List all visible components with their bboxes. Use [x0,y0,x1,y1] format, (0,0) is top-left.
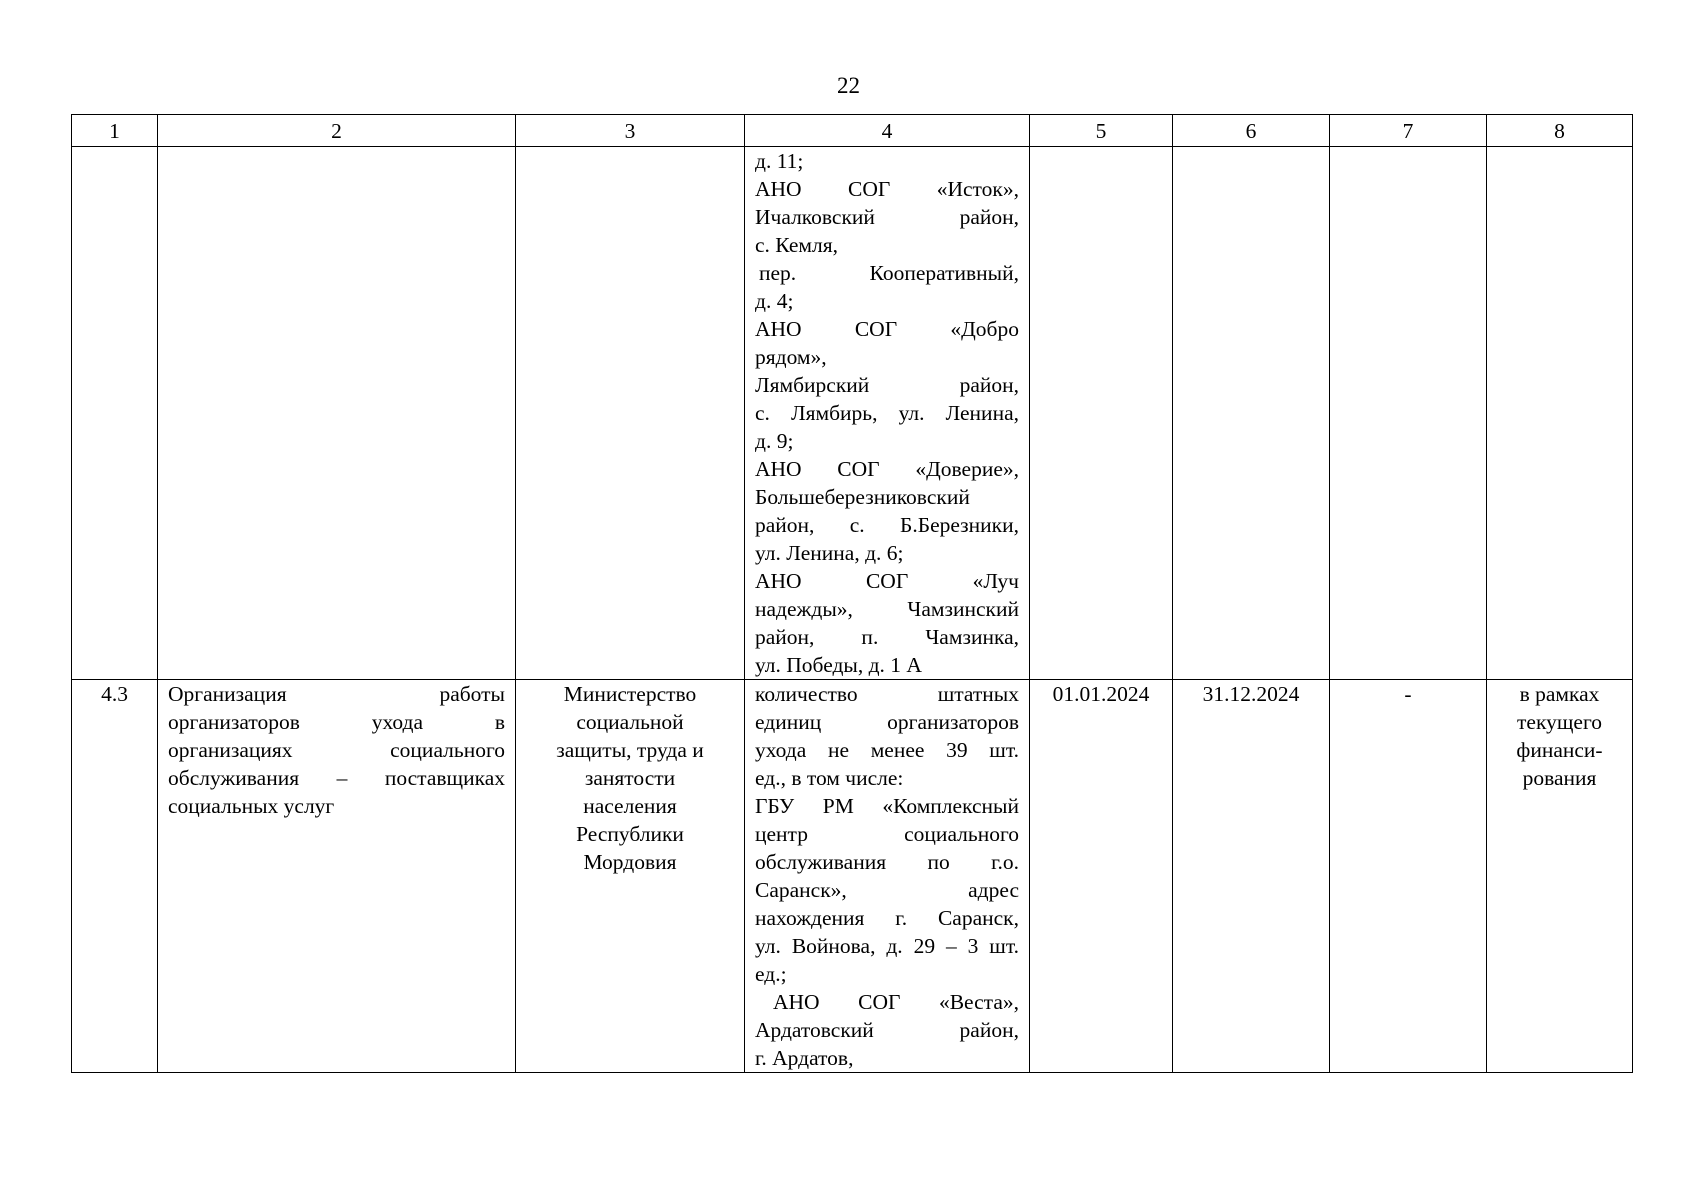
text-line: ГБУ РМ «Комплексный [755,794,1019,818]
text-line: АНО СОГ «Веста», [773,990,1019,1014]
text-line: г. Ардатов, [755,1046,854,1070]
header-col-4: 4 [745,115,1030,147]
text-line: д. 9; [755,429,794,453]
text-line: район, п. Чамзинка, [755,625,1019,649]
cell-empty [72,147,158,680]
text-line: обслуживания по г.о. [755,850,1019,874]
text-line: ул. Войнова, д. 29 – 3 шт. [755,934,1019,958]
header-col-5: 5 [1030,115,1173,147]
text-line: ул. Победы, д. 1 А [755,653,922,677]
cell-end-date: 31.12.2024 [1173,680,1330,1073]
text-line: социальных услуг [168,794,335,818]
text-line: Министерство [563,682,697,706]
cell-responsible [516,680,745,1073]
header-col-8: 8 [1487,115,1633,147]
text-line: организаторов ухода в [168,710,505,734]
cell-item-number: 4.3 [72,680,158,1073]
text-line: нахождения г. Саранск, [755,906,1019,930]
table-row-4-3 [72,680,1633,1073]
cell-start-date: 01.01.2024 [1030,680,1173,1073]
cell-organizations-continued [745,147,1030,680]
text-line: ул. Ленина, д. 6; [755,541,904,565]
measures-table [71,114,1633,1073]
text-line: центр социального [755,822,1019,846]
text-line: район, с. Б.Березники, [755,513,1019,537]
text-line: Мордовия [583,850,677,874]
header-col-2: 2 [158,115,516,147]
header-col-7: 7 [1330,115,1487,147]
text-line: ухода не менее 39 шт. [755,738,1019,762]
text-line: текущего [1517,710,1602,734]
text-line: рядом», [755,345,827,369]
text-line: АНО СОГ «Добро [755,317,1019,341]
page-number: 22 [837,73,860,98]
text-line: АНО СОГ «Луч [755,569,1019,593]
text-line: д. 11; [755,149,804,173]
text-line: населения [583,794,677,818]
text-line: Большеберезниковский [755,485,970,509]
text-line: с. Лямбирь, ул. Ленина, [755,401,1019,425]
cell-empty [1487,147,1633,680]
header-col-6: 6 [1173,115,1330,147]
text-line: занятости [584,766,676,790]
text-line: финанси- [1516,738,1603,762]
text-line: единиц организаторов [755,710,1019,734]
text-line: рования [1522,766,1597,790]
text-line: надежды», Чамзинский [755,597,1019,621]
text-line: с. Кемля, [755,233,838,257]
text-line: обслуживания – поставщиках [168,766,505,790]
text-line: ед., в том числе: [755,766,904,790]
text-line: Ичалковский район, [755,205,1019,229]
cell-empty [1330,147,1487,680]
text-line: в рамках [1519,682,1600,706]
cell-measure-name [158,680,516,1073]
text-line: Ардатовский район, [755,1018,1019,1042]
text-line: Лямбирский район, [755,373,1019,397]
text-line: организациях социального [168,738,505,762]
text-line: защиты, труда и [556,738,704,762]
header-col-3: 3 [516,115,745,147]
text-line: Саранск», адрес [755,878,1019,902]
text-line: АНО СОГ «Доверие», [755,457,1019,481]
text-line: количество штатных [755,682,1019,706]
cell-empty [1173,147,1330,680]
cell-empty [1030,147,1173,680]
table-header-row [72,115,1633,147]
cell-expected-result [745,680,1030,1073]
text-line: пер. Кооперативный, [759,261,1019,285]
cell-empty [158,147,516,680]
cell-financing [1487,680,1633,1073]
header-col-1: 1 [72,115,158,147]
cell-col-7: - [1330,680,1487,1073]
text-line: Республики [576,822,684,846]
table-row-continuation [72,147,1633,680]
text-line: д. 4; [755,289,794,313]
text-line: АНО СОГ «Исток», [755,177,1019,201]
text-line: ед.; [755,962,787,986]
text-line: социальной [576,710,684,734]
text-line: Организация работы [168,682,505,706]
cell-empty [516,147,745,680]
